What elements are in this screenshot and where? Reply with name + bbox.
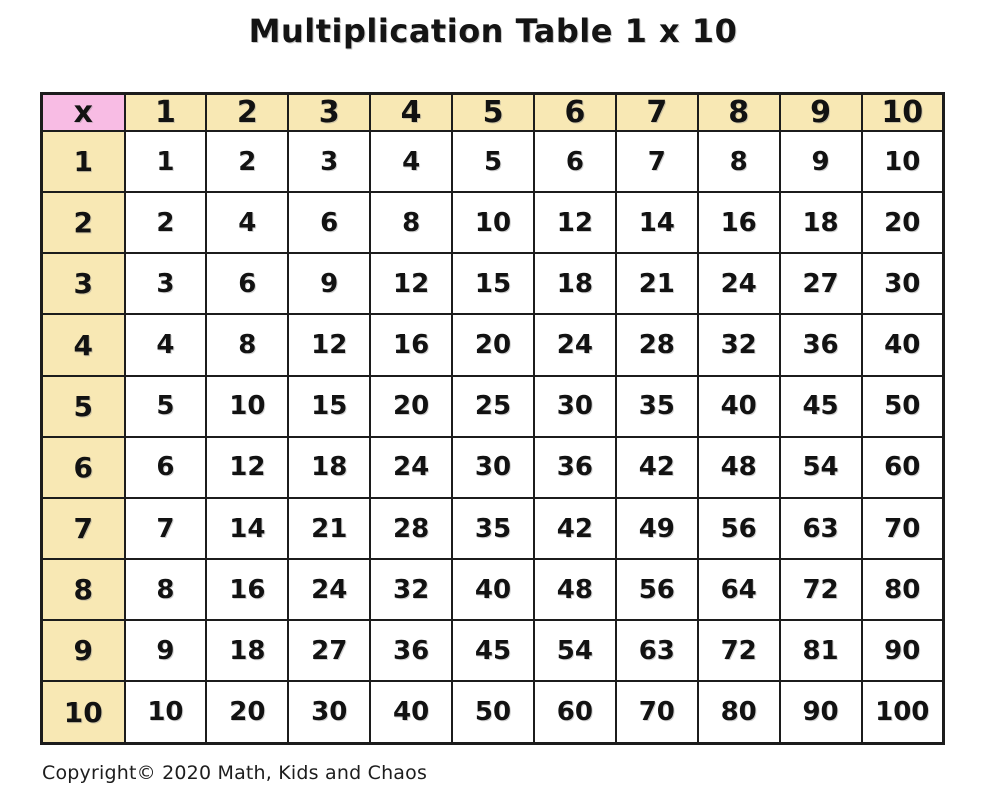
product-cell: 15 bbox=[452, 253, 534, 314]
table-row bbox=[42, 192, 944, 253]
product-cell: 60 bbox=[862, 437, 944, 498]
product-cell: 1 bbox=[125, 131, 207, 192]
product-cell: 54 bbox=[780, 437, 862, 498]
row-header-cell: 3 bbox=[42, 253, 125, 314]
product-cell: 8 bbox=[206, 314, 288, 375]
product-cell: 12 bbox=[370, 253, 452, 314]
product-cell: 14 bbox=[616, 192, 698, 253]
product-cell: 9 bbox=[780, 131, 862, 192]
column-header-cell: 7 bbox=[616, 94, 698, 132]
column-header-cell: 4 bbox=[370, 94, 452, 132]
column-header-cell: 5 bbox=[452, 94, 534, 132]
product-cell: 35 bbox=[452, 498, 534, 559]
row-header-cell: 10 bbox=[42, 681, 125, 743]
product-cell: 24 bbox=[370, 437, 452, 498]
product-cell: 7 bbox=[125, 498, 207, 559]
product-cell: 16 bbox=[370, 314, 452, 375]
product-cell: 6 bbox=[288, 192, 370, 253]
product-cell: 40 bbox=[370, 681, 452, 743]
product-cell: 18 bbox=[288, 437, 370, 498]
product-cell: 30 bbox=[288, 681, 370, 743]
header-row bbox=[42, 94, 944, 132]
product-cell: 56 bbox=[698, 498, 780, 559]
product-cell: 36 bbox=[780, 314, 862, 375]
product-cell: 6 bbox=[534, 131, 616, 192]
product-cell: 24 bbox=[698, 253, 780, 314]
row-header-cell: 8 bbox=[42, 559, 125, 620]
product-cell: 48 bbox=[534, 559, 616, 620]
column-header-cell: 6 bbox=[534, 94, 616, 132]
column-header-cell: 9 bbox=[780, 94, 862, 132]
product-cell: 2 bbox=[125, 192, 207, 253]
product-cell: 80 bbox=[862, 559, 944, 620]
product-cell: 10 bbox=[862, 131, 944, 192]
product-cell: 14 bbox=[206, 498, 288, 559]
product-cell: 4 bbox=[370, 131, 452, 192]
product-cell: 21 bbox=[288, 498, 370, 559]
product-cell: 25 bbox=[452, 376, 534, 437]
product-cell: 8 bbox=[370, 192, 452, 253]
product-cell: 30 bbox=[862, 253, 944, 314]
product-cell: 4 bbox=[125, 314, 207, 375]
product-cell: 6 bbox=[206, 253, 288, 314]
product-cell: 3 bbox=[288, 131, 370, 192]
row-header-cell: 7 bbox=[42, 498, 125, 559]
product-cell: 5 bbox=[452, 131, 534, 192]
product-cell: 70 bbox=[616, 681, 698, 743]
product-cell: 90 bbox=[862, 620, 944, 681]
table-row bbox=[42, 437, 944, 498]
product-cell: 4 bbox=[206, 192, 288, 253]
product-cell: 50 bbox=[862, 376, 944, 437]
product-cell: 5 bbox=[125, 376, 207, 437]
product-cell: 18 bbox=[534, 253, 616, 314]
row-header-cell: 2 bbox=[42, 192, 125, 253]
product-cell: 6 bbox=[125, 437, 207, 498]
product-cell: 64 bbox=[698, 559, 780, 620]
product-cell: 40 bbox=[698, 376, 780, 437]
product-cell: 36 bbox=[534, 437, 616, 498]
product-cell: 8 bbox=[698, 131, 780, 192]
product-cell: 8 bbox=[125, 559, 207, 620]
product-cell: 63 bbox=[616, 620, 698, 681]
table-row bbox=[42, 253, 944, 314]
table-row bbox=[42, 376, 944, 437]
product-cell: 10 bbox=[206, 376, 288, 437]
product-cell: 60 bbox=[534, 681, 616, 743]
product-cell: 48 bbox=[698, 437, 780, 498]
product-cell: 32 bbox=[698, 314, 780, 375]
product-cell: 24 bbox=[288, 559, 370, 620]
product-cell: 2 bbox=[206, 131, 288, 192]
product-cell: 28 bbox=[370, 498, 452, 559]
product-cell: 24 bbox=[534, 314, 616, 375]
product-cell: 45 bbox=[780, 376, 862, 437]
product-cell: 20 bbox=[206, 681, 288, 743]
column-header-cell: 8 bbox=[698, 94, 780, 132]
product-cell: 100 bbox=[862, 681, 944, 743]
product-cell: 20 bbox=[862, 192, 944, 253]
column-header-cell: 2 bbox=[206, 94, 288, 132]
product-cell: 12 bbox=[534, 192, 616, 253]
product-cell: 30 bbox=[534, 376, 616, 437]
product-cell: 16 bbox=[698, 192, 780, 253]
product-cell: 32 bbox=[370, 559, 452, 620]
product-cell: 49 bbox=[616, 498, 698, 559]
table-row bbox=[42, 498, 944, 559]
product-cell: 27 bbox=[780, 253, 862, 314]
product-cell: 30 bbox=[452, 437, 534, 498]
product-cell: 56 bbox=[616, 559, 698, 620]
column-header-cell: 1 bbox=[125, 94, 207, 132]
product-cell: 7 bbox=[616, 131, 698, 192]
product-cell: 36 bbox=[370, 620, 452, 681]
table-row bbox=[42, 559, 944, 620]
product-cell: 10 bbox=[125, 681, 207, 743]
table-row bbox=[42, 620, 944, 681]
product-cell: 12 bbox=[288, 314, 370, 375]
product-cell: 20 bbox=[452, 314, 534, 375]
product-cell: 21 bbox=[616, 253, 698, 314]
product-cell: 27 bbox=[288, 620, 370, 681]
column-header-cell: 3 bbox=[288, 94, 370, 132]
row-header-cell: 4 bbox=[42, 314, 125, 375]
product-cell: 12 bbox=[206, 437, 288, 498]
product-cell: 63 bbox=[780, 498, 862, 559]
column-header-cell: 10 bbox=[862, 94, 944, 132]
table-body bbox=[42, 131, 944, 744]
product-cell: 28 bbox=[616, 314, 698, 375]
product-cell: 40 bbox=[452, 559, 534, 620]
page-title: Multiplication Table 1 x 10 bbox=[248, 12, 738, 50]
product-cell: 45 bbox=[452, 620, 534, 681]
row-header-cell: 9 bbox=[42, 620, 125, 681]
product-cell: 81 bbox=[780, 620, 862, 681]
copyright-text: Copyright© 2020 Math, Kids and Chaos bbox=[42, 762, 428, 784]
product-cell: 20 bbox=[370, 376, 452, 437]
product-cell: 3 bbox=[125, 253, 207, 314]
product-cell: 40 bbox=[862, 314, 944, 375]
row-header-cell: 6 bbox=[42, 437, 125, 498]
product-cell: 9 bbox=[288, 253, 370, 314]
product-cell: 70 bbox=[862, 498, 944, 559]
table-row bbox=[42, 314, 944, 375]
table-header-row bbox=[42, 94, 944, 132]
product-cell: 80 bbox=[698, 681, 780, 743]
row-header-cell: 1 bbox=[42, 131, 125, 192]
product-cell: 50 bbox=[452, 681, 534, 743]
product-cell: 42 bbox=[616, 437, 698, 498]
product-cell: 35 bbox=[616, 376, 698, 437]
product-cell: 18 bbox=[206, 620, 288, 681]
table-row bbox=[42, 131, 944, 192]
product-cell: 15 bbox=[288, 376, 370, 437]
product-cell: 72 bbox=[780, 559, 862, 620]
product-cell: 72 bbox=[698, 620, 780, 681]
product-cell: 10 bbox=[452, 192, 534, 253]
product-cell: 54 bbox=[534, 620, 616, 681]
product-cell: 18 bbox=[780, 192, 862, 253]
product-cell: 90 bbox=[780, 681, 862, 743]
product-cell: 9 bbox=[125, 620, 207, 681]
row-header-cell: 5 bbox=[42, 376, 125, 437]
multiplication-table bbox=[40, 92, 945, 745]
table-row bbox=[42, 681, 944, 743]
corner-cell: x bbox=[42, 94, 125, 132]
product-cell: 16 bbox=[206, 559, 288, 620]
product-cell: 42 bbox=[534, 498, 616, 559]
